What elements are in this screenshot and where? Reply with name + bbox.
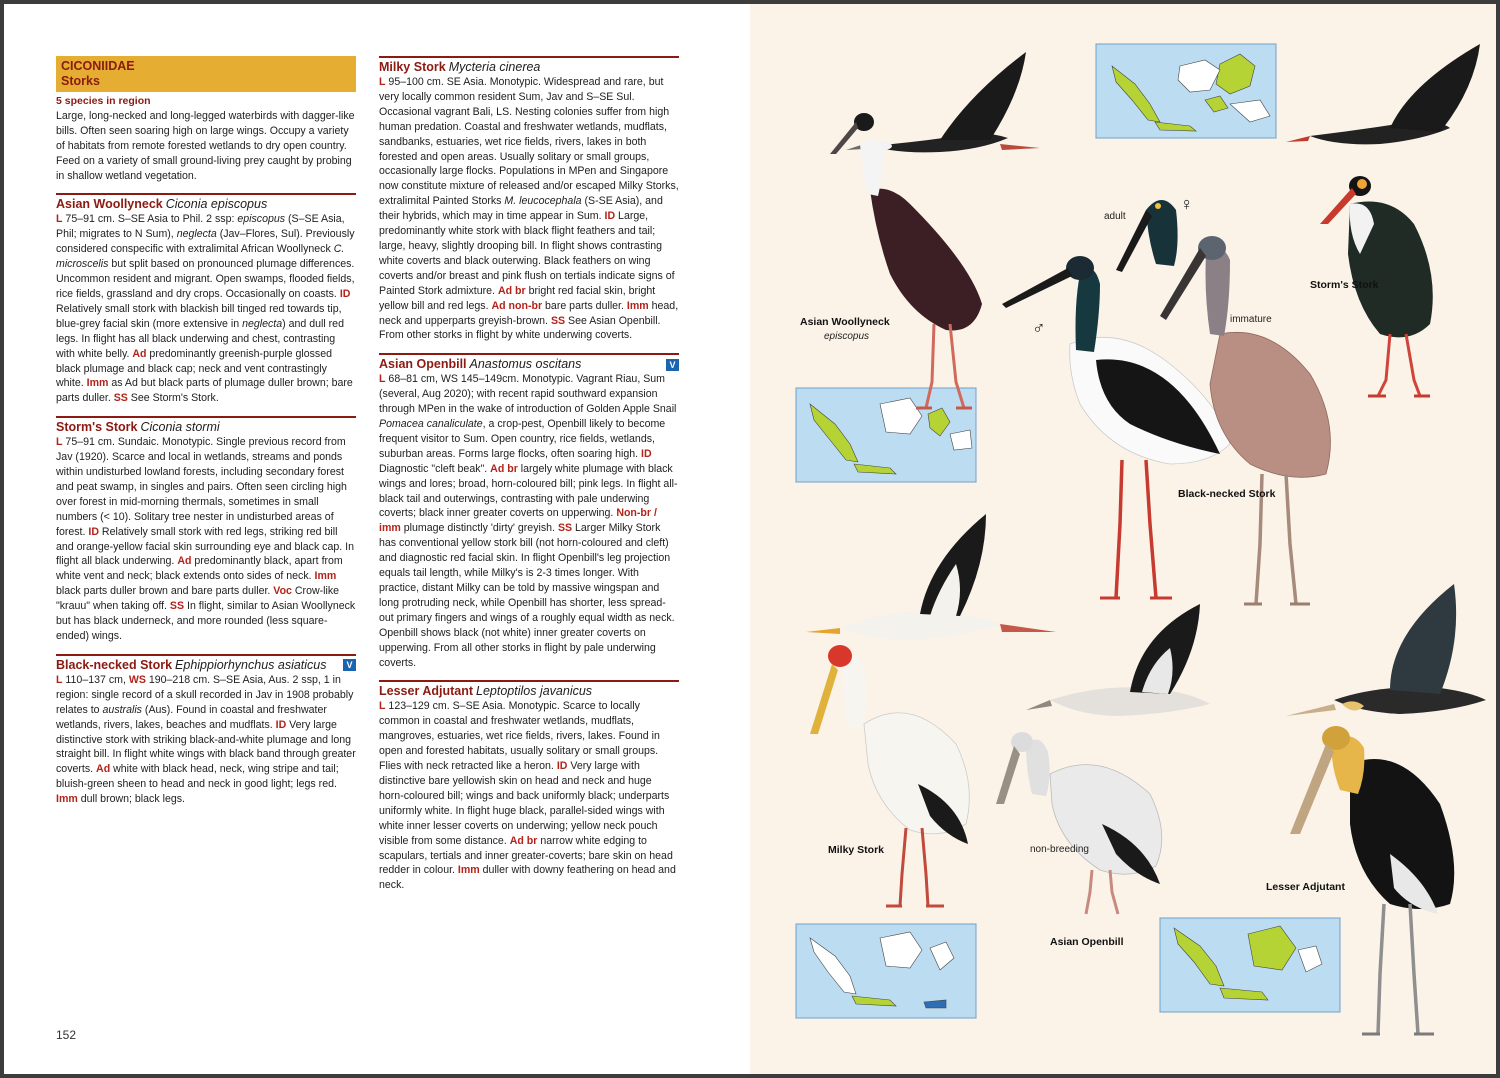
species-text [379,75,679,343]
species-account [379,56,679,343]
italic-term: M. leucocephala [504,195,582,208]
text-run: predominantly greenish-purple glossed black plumage and black cap; neck and vent contrastingly white. [56,347,332,390]
label-black-necked-stork: Black-necked Stork [1178,488,1276,500]
species-name: Black-necked Stork [56,657,173,672]
plate-artwork [750,4,1496,1074]
field-key: Ad non-br [491,299,543,312]
field-key: Ad br [509,834,538,847]
male-symbol: ♂ [1032,318,1046,338]
field-key: L [379,373,386,386]
italic-term: neglecta [176,228,217,241]
text-column-1 [56,56,356,807]
text-run: 75–91 cm. S–SE Asia to Phil. 2 ssp: [62,213,238,226]
field-key: Ad [497,284,513,297]
field-key: Ad [132,347,147,360]
family-description: Large, long-necked and long-legged waterbirds with dagger-like bills. Often seen soaring high on large wings. Occupy a variety of habitats from remote forested wetlands to dry open country. Feed on a variety of small ground-living prey caught by probing in shallow wetland vegetation. [56,109,355,182]
text-run: Very large distinctive stork with striking black-and-white plumage and long straight bill. In flight white wings with black band through greater coverts. [56,718,356,776]
text-run: ) and dull red legs. In flight has all black underwing and chest, contrasting with white belly. [56,317,344,360]
openbill-standing-illustration [996,732,1162,914]
species-text [56,212,356,406]
text-run: white with black head, neck, wing stripe and tail; bluish-green sheen to head and neck in good light; legs red. [56,763,339,791]
range-map-woollyneck [1096,44,1276,138]
milky-flying-illustration [806,514,1056,640]
field-key: ID [556,760,568,773]
field-key: Ad br [490,462,518,475]
text-run: largely white plumage with black wings and lores; broad, horn-coloured bill; pink legs. In flight all-black tail and outerwings, contrasting with pale underwing coverts; black inner greater coverts on upperwing. [379,462,678,520]
text-run: 95–100 cm. SE Asia. Monotypic. Widespread and rare, but very locally common resident Sum, Jav and S–SE Sul. Occasional vagrant Bali, LS. Nesting colonies suffer from high human predation. Coastal and freshwater wetlands, mudflats, sandbanks, estuaries, wet rice fields, rivers, lakes in both forested and open areas. Usually solitary or small groups, occasionally large flocks. Populations in MPen and Singapore now constitute mixture of released and/or escaped Milky Storks, extralimital Painted Storks [379,76,679,208]
italic-term: neglecta [242,317,283,330]
species-text [56,435,356,644]
field-key: ID [339,287,351,300]
text-run: bare parts duller. [542,299,627,312]
text-run: (S-SE Asia), and their hybrids, which may in time appear in Sum. [379,195,663,223]
text-run: Large, predominantly white stork with black flight feathers and tail; large, heavy, slightly drooping bill. In flight shows contrasting white coverts and black outerwing. Black feathers on wing coverts and/or breast and pink flush on tertials indicate signs of Painted Stork admixture. [379,210,675,297]
family-name: CICONIIDAE [61,59,135,73]
field-key: SS [557,522,573,535]
species-account [56,193,356,406]
illustration-plate [750,4,1496,1074]
species-name: Asian Woollyneck [56,197,163,212]
blacknecked-male-illustration [1002,256,1230,598]
storm-flying-illustration [1286,44,1480,144]
text-run: 75–91 cm. Sundaic. Monotypic. Single previous record from Jav (1920). Scarce and local in wetlands, streams and ponds within undisturbed lowland forests, including secondary forest and peat swamp, in singles and pairs. Often seen circling high over forest in mid-morning thermals, sometimes in small numbers (< 10). Solitary tree nester in undisturbed areas of forest. [56,436,347,538]
field-key: ID [88,525,99,538]
field-key: Imm [86,377,109,390]
woollyneck-flying-illustration [846,52,1040,152]
text-run: Diagnostic "cleft beak". [379,462,491,475]
text-run: Relatively small stork with blackish bill tinged red towards tip, blue-grey facial skin (more extensive in [56,302,342,330]
field-key: ID [275,718,287,731]
species-text [379,699,679,893]
field-key: SS [113,392,128,405]
italic-term: C. microscelis [56,243,345,271]
text-run: (S–SE Asia, Phil; migrates to N Sum), [56,213,345,241]
italic-term: Pomacea canaliculate [379,418,483,431]
field-key: ID [641,447,652,460]
field-key: Imm [314,570,337,583]
field-key: Non-br / imm [379,507,657,535]
species-scientific-name: Ephippiorhynchus asiaticus [175,657,327,672]
species-name: Milky Stork [379,60,446,74]
female-symbol: ♀ [1180,194,1194,214]
family-header [56,56,356,92]
text-run: plumage distinctly 'dirty' greyish. [400,522,558,535]
label-immature: immature [1230,314,1272,325]
text-run: Relatively small stork with red legs, striking red bill and orange-yellow facial skin surrounding eye and black cap. In flight all black underwing. [56,525,354,568]
species-text [379,372,679,670]
text-run: head, neck and upperparts greyish-brown. [379,299,679,327]
openbill-flying-illustration [1026,604,1210,716]
field-key: Imm [56,793,78,806]
text-run: duller with downy feathering on head and neck. [379,864,676,892]
text-run: as Ad but black parts of plumage duller brown; bare parts duller. [56,377,353,405]
label-woollyneck-subspecies: episcopus [824,331,870,342]
range-map-openbill [796,924,976,1018]
species-scientific-name: Ciconia episcopus [165,197,268,212]
species-account [56,654,356,807]
field-key: Ad [96,763,111,776]
field-key: Imm [457,864,480,877]
vagrant-badge: V [343,659,356,671]
species-account [379,353,679,670]
text-run: In flight, similar to Asian Woollyneck but has black underneck, and more rounded (less square-ended) wings. [56,600,356,642]
species-name: Asian Openbill [379,357,467,372]
text-run: 110–137 cm, [62,673,129,686]
species-scientific-name: Anastomus oscitans [469,357,582,372]
field-key: L [56,436,63,449]
text-run: narrow white edging to scapulars, tertials and inner greater-coverts; bare skin on head redder in colour. [379,834,673,877]
field-key: L [379,700,386,713]
italic-term: episcopus [237,213,286,226]
species-name: Storm's Stork [56,420,138,435]
label-asian-openbill: Asian Openbill [1050,936,1124,948]
text-run: , a crop-pest, Openbill likely to become frequent visitor to Sum. Open country, rice fields, wetlands, suburban areas. Forms large flocks, often soaring high. [379,418,666,460]
field-key: SS [550,314,566,327]
species-scientific-name: Ciconia stormi [140,420,220,435]
label-milky-stork: Milky Stork [828,844,885,856]
range-map-adjutant [1160,918,1340,1012]
label-lesser-adjutant: Lesser Adjutant [1266,881,1345,893]
text-run: bright red facial skin, bright yellow bill and red legs. [379,284,656,312]
field-key: L [379,76,386,88]
field-key: WS [128,673,146,686]
label-adult: adult [1104,211,1126,222]
book-spread [4,4,1496,1074]
species-name: Lesser Adjutant [379,684,474,699]
species-count: 5 species in region [56,95,151,107]
page-number: 152 [56,1028,77,1042]
text-run: but split based on pronounced plumage differences. Uncommon resident and migrant. Open swamps, flooded fields, rice fields, grassland and dry crops. Occasionally on coasts. [56,258,355,300]
text-run: See Asian Openbill. From other storks in flight by white underwing coverts. [379,314,661,342]
field-key: Ad [177,555,192,568]
vagrant-badge: V [666,359,679,371]
italic-term: australis [102,703,142,716]
field-key: Imm [626,299,649,312]
text-run: 123–129 cm. S–SE Asia. Monotypic. Scarce to locally common in coastal and freshwater wetlands, mudflats, mangroves, estuaries, wet rice fields, rivers, lakes. Found in open and forested habitats, usually solitary or small groups. Flies with neck retracted like a heron. [379,700,660,773]
text-run: Very large with distinctive bare yellowish skin on head and neck and huge horn-coloured bill; wings and back uniformly black; underparts uniformly white. In flight huge black, parallel-sided wings with white inner lesser coverts on underwing; yellow neck pouch visible from some distance. [379,760,670,847]
label-storms-stork: Storm's Stork [1310,279,1379,291]
field-key: Voc [273,585,292,598]
woollyneck-standing-illustration [830,113,982,408]
text-column-2 [379,56,679,893]
text-run: 68–81 cm, WS 145–149cm. Monotypic. Vagrant Riau, Sum (several, Aug 2020); with recent rapid southward expansion through MPen in the wake of introduction of Golden Apple Snail [379,373,677,416]
species-text [56,673,356,807]
milky-standing-illustration [810,645,969,906]
family-common-name: Storks [61,74,100,88]
text-run: Crow-like "krauu" when taking off. [56,585,340,613]
field-key: ID [604,210,616,223]
text-run: black parts duller brown and bare parts duller. [56,585,274,598]
range-map-blacknecked [796,388,976,482]
label-non-breeding: non-breeding [1030,844,1089,855]
text-run: See Storm's Stork. [127,392,219,405]
text-run: predominantly black, apart from white vent and neck; black extends onto sides of neck. [56,555,343,583]
species-scientific-name: Leptoptilos javanicus [476,684,593,699]
label-asian-woollyneck: Asian Woollyneck [800,316,890,328]
text-run: dull brown; black legs. [77,793,185,806]
field-key: SS [169,600,185,613]
text-run: Larger Milky Stork has conventional yellow stork bill (not horn-coloured and cleft) and diagnostic red facial skin. In flight Openbill's leg projection equals tail length, while Milky's is 2-3 times longer. With practice, distant Milky can be told by massive wingspan and long protruding neck, while Openbill has shorter, less spread-out primary fingers and wings of a roughly equal width as neck. Openbill shows black (not white) inner greater coverts on upperwing. From all other storks in flight by pale underwing coverts. [379,522,675,669]
text-run: 190–218 cm. S–SE Asia, Aus. 2 ssp, 1 in region: single record of a skull recorded in Jav in 1908 probably relates to [56,673,354,716]
adjutant-flying-illustration [1286,584,1486,716]
species-account [56,416,356,644]
text-run: (Aus). Found in coastal and freshwater wetlands, rivers, lakes, beaches and mudflats. [56,703,327,731]
species-account [379,680,679,893]
field-key: L [56,673,63,686]
field-key: L [56,213,63,226]
field-key: br [515,284,526,297]
text-page [4,4,750,1074]
text-run: (Jav–Flores, Sul). Previously considered conspecific with extralimital African Woollyneck [56,228,355,256]
species-scientific-name: Mycteria cinerea [448,60,541,74]
